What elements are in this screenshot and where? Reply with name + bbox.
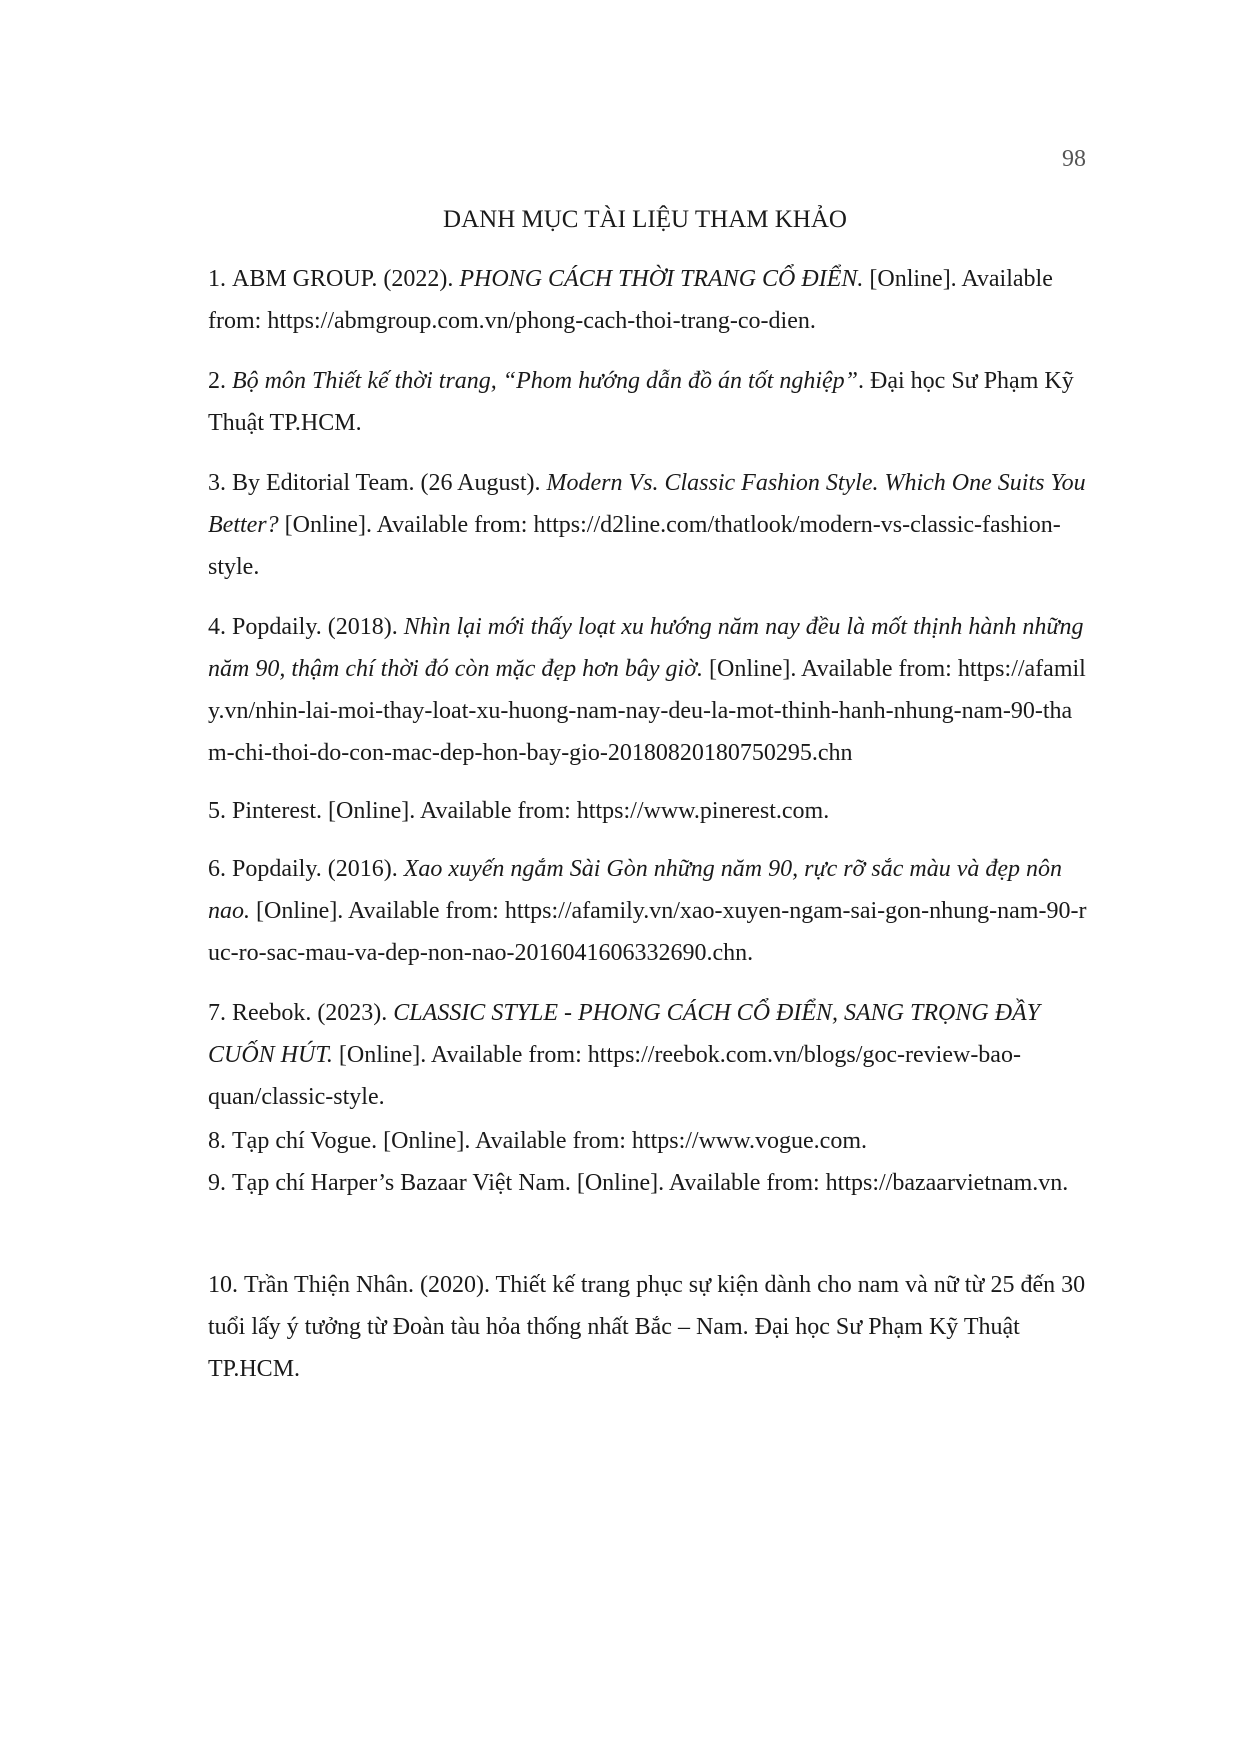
reference-item-9 bbox=[208, 1162, 1088, 1204]
reference-text: Pinterest. [Online]. Available from: https://www.pinerest.com. bbox=[232, 798, 830, 824]
reference-number: 6. bbox=[208, 856, 226, 882]
reference-source: [Online]. Available from: https://abmgroup.com.vn/phong-cach-thoi-trang-co-dien. bbox=[208, 266, 1053, 334]
reference-source: . Đại học Sư Phạm Kỹ Thuật TP.HCM. bbox=[208, 368, 1074, 436]
reference-source: [Online]. Available from: https://reebok.com.vn/blogs/goc-review-bao-quan/classic-style. bbox=[208, 1042, 1021, 1110]
reference-item-3 bbox=[208, 462, 1088, 588]
reference-title: Xao xuyến ngắm Sài Gòn những năm 90, rực rỡ sắc màu và đẹp nôn nao. bbox=[208, 856, 1062, 924]
reference-item-4 bbox=[208, 606, 1088, 774]
reference-item-7 bbox=[208, 992, 1088, 1118]
reference-title: Bộ môn Thiết kế thời trang, “Phom hướng dẫn đồ án tốt nghiệp” bbox=[232, 368, 859, 394]
reference-text: By Editorial Team. (26 August). bbox=[232, 470, 547, 496]
reference-text: Tạp chí Vogue. [Online]. Available from: https://www.vogue.com. bbox=[232, 1128, 867, 1154]
reference-item-5 bbox=[208, 790, 1088, 832]
reference-item-10 bbox=[208, 1264, 1088, 1390]
reference-text: Trần Thiện Nhân. (2020). Thiết kế trang phục sự kiện dành cho nam và nữ từ 25 đến 30 tuổi lấy ý tưởng từ Đoàn tàu hỏa thống nhất Bắc – Nam. Đại học Sư Phạm Kỹ Thuật TP.HCM. bbox=[208, 1272, 1086, 1382]
reference-item-8 bbox=[208, 1120, 1088, 1162]
reference-number: 8. bbox=[208, 1128, 226, 1154]
reference-text: ABM GROUP. (2022). bbox=[232, 266, 460, 292]
reference-text: Popdaily. (2018). bbox=[232, 614, 404, 640]
reference-number: 1. bbox=[208, 266, 226, 292]
reference-number: 2. bbox=[208, 368, 226, 394]
reference-title: PHONG CÁCH THỜI TRANG CỔ ĐIỂN. bbox=[459, 266, 864, 292]
reference-number: 4. bbox=[208, 614, 226, 640]
page-number: 98 bbox=[1062, 146, 1086, 172]
reference-number: 9. bbox=[208, 1170, 226, 1196]
reference-item-2 bbox=[208, 360, 1088, 444]
reference-source: [Online]. Available from: https://afamily.vn/nhin-lai-moi-thay-loat-xu-huong-nam-nay-deu-la-mot-thinh-hanh-nhung-nam-90-tham-chi-thoi-do-con-mac-dep-hon-bay-gio-20180820180750295.chn bbox=[208, 656, 1086, 766]
reference-source: [Online]. Available from: https://d2line.com/thatlook/modern-vs-classic-fashion-style. bbox=[208, 512, 1061, 580]
reference-number: 7. bbox=[208, 1000, 226, 1026]
reference-item-1 bbox=[208, 258, 1088, 342]
reference-title: Modern Vs. Classic Fashion Style. Which One Suits You Better? bbox=[208, 470, 1086, 538]
reference-text: Tạp chí Harper’s Bazaar Việt Nam. [Online]. Available from: https://bazaarvietnam.vn. bbox=[232, 1170, 1069, 1196]
reference-title: CLASSIC STYLE - PHONG CÁCH CỔ ĐIỂN, SANG TRỌNG ĐẦY CUỐN HÚT. bbox=[208, 1000, 1041, 1068]
reference-number: 10. bbox=[208, 1272, 238, 1298]
page-title: DANH MỤC TÀI LIỆU THAM KHẢO bbox=[443, 206, 847, 233]
reference-text: Reebok. (2023). bbox=[232, 1000, 394, 1026]
reference-title: Nhìn lại mới thấy loạt xu hướng năm nay đều là mốt thịnh hành những năm 90, thậm chí thời đó còn mặc đẹp hơn bây giờ. bbox=[208, 614, 1084, 682]
reference-source: [Online]. Available from: https://afamily.vn/xao-xuyen-ngam-sai-gon-nhung-nam-90-ruc-ro-sac-mau-va-dep-non-nao-2016041606332690.chn. bbox=[208, 898, 1087, 966]
reference-number: 3. bbox=[208, 470, 226, 496]
reference-text: Popdaily. (2016). bbox=[232, 856, 404, 882]
reference-item-6 bbox=[208, 848, 1088, 974]
reference-number: 5. bbox=[208, 798, 226, 824]
